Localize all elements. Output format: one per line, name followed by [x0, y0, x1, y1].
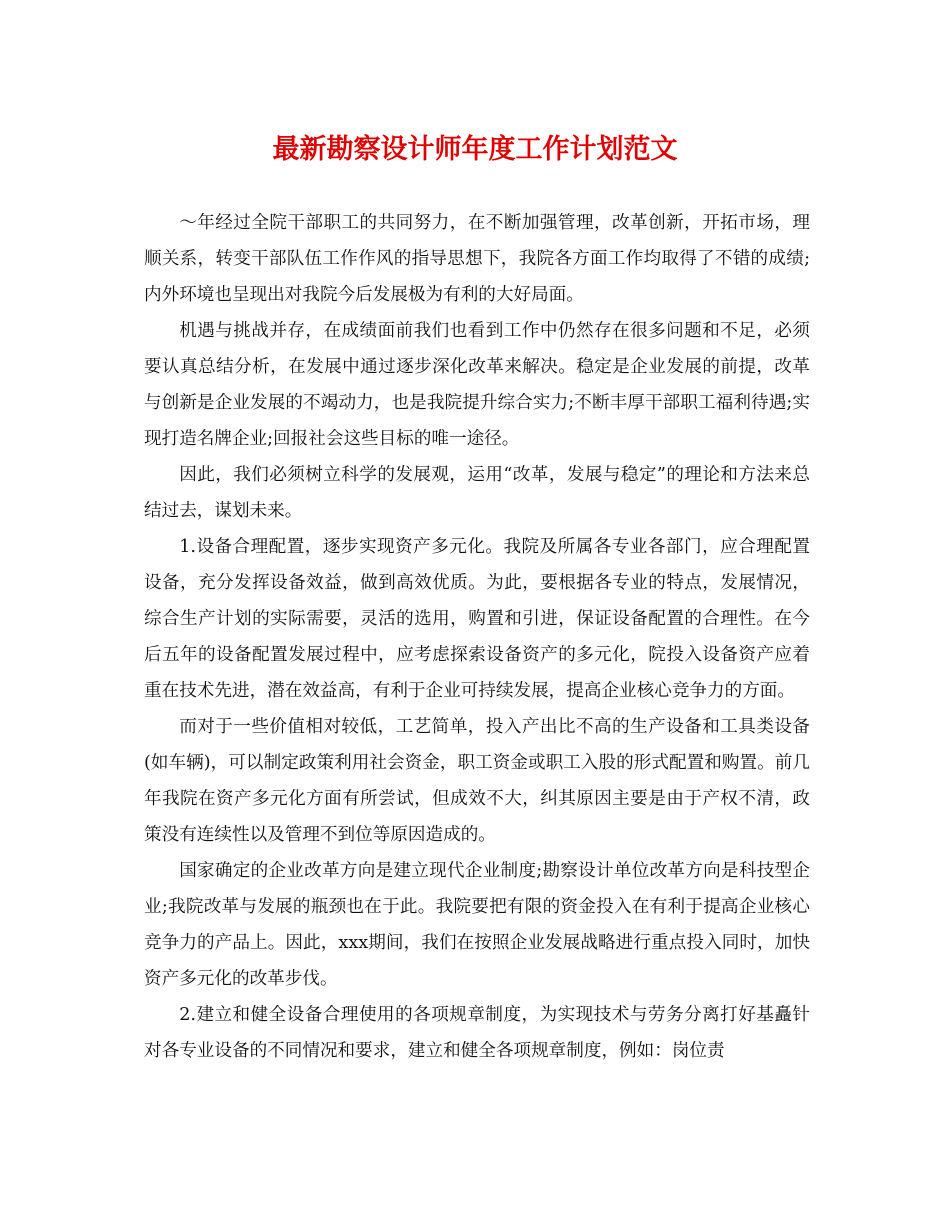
- paragraph-4: 1.设备合理配置，逐步实现资产多元化。我院及所属各专业各部门，应合理配置设备，充分发挥设备效益，做到高效优质。为此，要根据各专业的特点，发展情况，综合生产计划的实际需要，灵活的选用，购置和引进，保证设备配置的合理性。在今后五年的设备配置发展过程中，应考虑探索设备资产的多元化，院投入设备资产应着重在技术先进，潜在效益高，有利于企业可持续发展，提高企业核心竞争力的方面。: [144, 537, 810, 701]
- paragraph-7: 2.建立和健全设备合理使用的各项规章制度，为实现技术与劳务分离打好基矗针对各专业设备的不同情况和要求，建立和健全各项规章制度，例如：岗位责: [144, 1005, 810, 1061]
- document-title: 最新勘察设计师年度工作计划范文: [272, 134, 678, 165]
- paragraph-6: 国家确定的企业改革方向是建立现代企业制度;勘察设计单位改革方向是科技型企业;我院改革与发展的瓶颈也在于此。我院要把有限的资金投入在有利于提高企业核心竞争力的产品上。因此，xxx期间，我们在按照企业发展战略进行重点投入同时，加快资产多元化的改革步伐。: [144, 861, 810, 989]
- paragraph-2: 机遇与挑战并存，在成绩面前我们也看到工作中仍然存在很多问题和不足，必须要认真总结分析，在发展中通过逐步深化改革来解决。稳定是企业发展的前提，改革与创新是企业发展的不竭动力，也是我院提升综合实力;不断丰厚干部职工福利待遇;实现打造名牌企业;回报社会这些目标的唯一途径。: [144, 321, 810, 449]
- paragraph-3: 因此，我们必须树立科学的发展观，运用“改革，发展与稳定”的理论和方法来总结过去，谋划未来。: [144, 465, 810, 521]
- document-body: [144, 205, 810, 1069]
- paragraph-1: ～年经过全院干部职工的共同努力，在不断加强管理，改革创新，开拓市场，理顺关系，转变干部队伍工作作风的指导思想下，我院各方面工作均取得了不错的成绩;内外环境也呈现出对我院今后发展极为有利的大好局面。: [144, 213, 810, 305]
- paragraph-5: 而对于一些价值相对较低，工艺简单，投入产出比不高的生产设备和工具类设备(如车辆)，可以制定政策利用社会资金，职工资金或职工入股的形式配置和购置。前几年我院在资产多元化方面有所尝试，但成效不大，纠其原因主要是由于产权不清，政策没有连续性以及管理不到位等原因造成的。: [144, 717, 810, 845]
